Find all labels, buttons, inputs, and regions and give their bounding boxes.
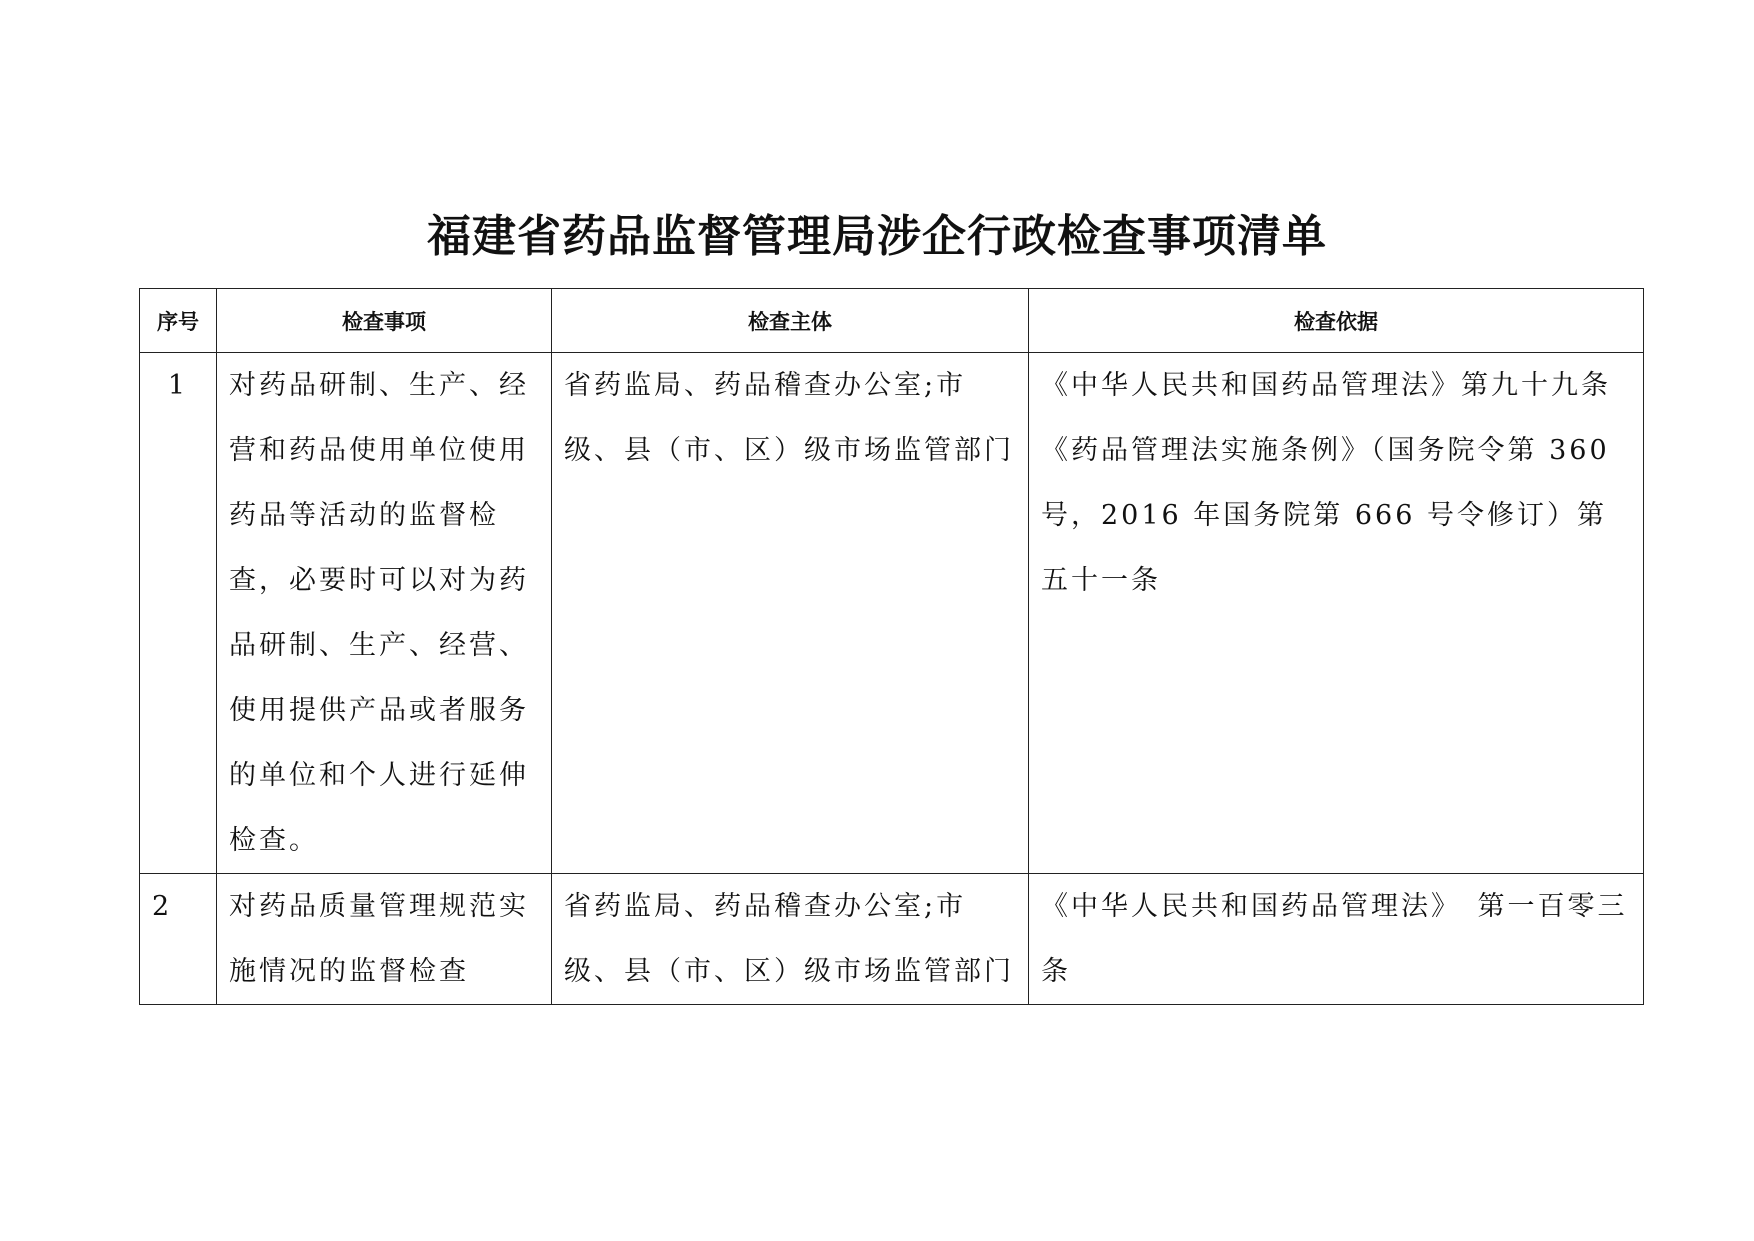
row-inspection-item: 对药品质量管理规范实施情况的监督检查: [217, 874, 552, 1005]
row-inspection-item: 对药品研制、生产、经营和药品使用单位使用药品等活动的监督检查，必要时可以对为药品研制、生产、经营、使用提供产品或者服务的单位和个人进行延伸检查。: [217, 353, 552, 874]
table-row: [140, 353, 1644, 874]
row-seq: 2: [140, 874, 217, 1005]
header-item: 检查事项: [217, 289, 552, 353]
row-inspection-basis: 《中华人民共和国药品管理法》 第一百零三条: [1029, 874, 1644, 1005]
row-inspection-subject: 省药监局、药品稽查办公室;市级、县（市、区）级市场监管部门: [552, 353, 1029, 874]
row-seq: 1: [140, 353, 217, 874]
header-basis: 检查依据: [1029, 289, 1644, 353]
table-header-row: [140, 289, 1644, 353]
header-seq: 序号: [140, 289, 217, 353]
header-subject: 检查主体: [552, 289, 1029, 353]
row-inspection-subject: 省药监局、药品稽查办公室;市级、县（市、区）级市场监管部门: [552, 874, 1029, 1005]
inspection-items-table: [139, 288, 1644, 1005]
document-title: 福建省药品监督管理局涉企行政检查事项清单: [427, 211, 1327, 262]
table-row: [140, 874, 1644, 1005]
row-inspection-basis: 《中华人民共和国药品管理法》第九十九条《药品管理法实施条例》（国务院令第 360 号，2016 年国务院第 666 号令修订）第五十一条: [1029, 353, 1644, 874]
